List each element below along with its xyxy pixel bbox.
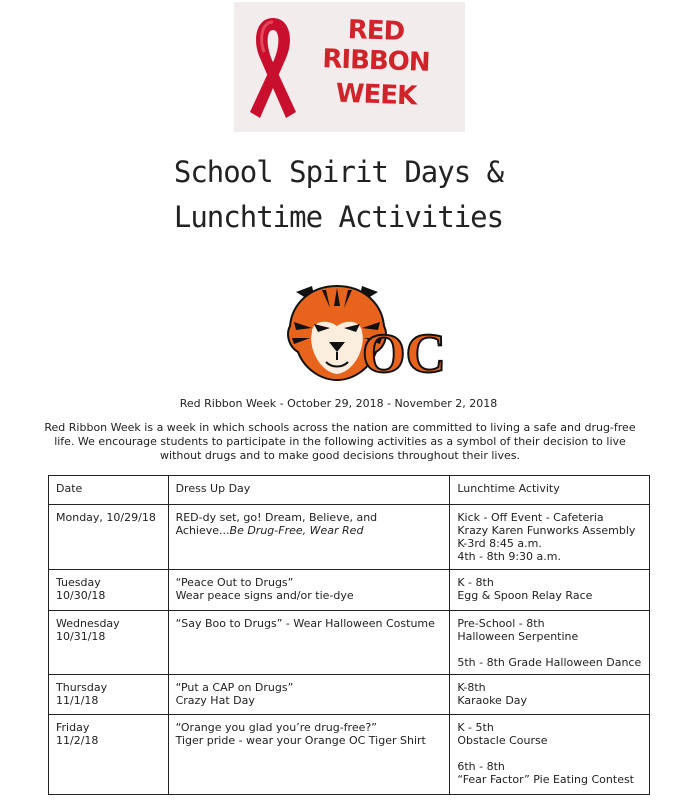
dress-text-2: Wear peace signs and/or tie-dye [175, 589, 354, 602]
row-day: Tuesday [56, 576, 101, 589]
table-header-row [49, 476, 650, 505]
lunch-line: 5th - 8th Grade Halloween Dance [457, 656, 642, 669]
row-lunch [450, 611, 650, 675]
banner-line-2: RIBBON [321, 44, 431, 78]
header-lunchtime: Lunchtime Activity [450, 476, 650, 505]
dress-italic-text: Be Drug-Free, Wear Red [229, 524, 364, 537]
table-row [49, 611, 650, 675]
lunch-line: Krazy Karen Funworks Assembly [457, 524, 636, 537]
lunch-line: Obstacle Course [457, 734, 548, 747]
logo-letters: OC [362, 323, 446, 385]
row-date-value: 10/30/18 [56, 589, 106, 602]
dress-text: “Say Boo to Drugs” - Wear Halloween Costume [175, 617, 435, 630]
dress-text-2: Crazy Hat Day [175, 694, 255, 707]
row-date-value: 10/31/18 [56, 630, 106, 643]
lunch-line: “Fear Factor” Pie Eating Contest [457, 773, 634, 786]
row-lunch [450, 675, 650, 715]
row-day: Thursday [56, 681, 108, 694]
row-date [49, 570, 169, 611]
dress-text-2: Tiger pride - wear your Orange OC Tiger Shirt [175, 734, 426, 747]
lunch-line: 6th - 8th [457, 760, 505, 773]
banner-line-1: RED [347, 15, 405, 47]
row-day: Friday [56, 721, 90, 734]
lunch-line: 4th - 8th 9:30 a.m. [457, 550, 562, 563]
dress-text: RED-dy set, go! Dream, Believe, and Achieve... [175, 511, 378, 537]
page-title-line-2: Lunchtime Activities [173, 200, 504, 234]
spacer [457, 643, 642, 656]
dress-text: “Peace Out to Drugs” [175, 576, 294, 589]
dress-text: “Put a CAP on Drugs” [175, 681, 294, 694]
header-date: Date [49, 476, 169, 505]
lunch-line: Egg & Spoon Relay Race [457, 589, 593, 602]
lunch-line: K - 8th [457, 576, 494, 589]
row-date [49, 505, 169, 570]
row-dress [168, 675, 450, 715]
row-dress [168, 570, 450, 611]
row-dress [168, 505, 450, 570]
row-day: Monday, 10/29/18 [56, 511, 156, 524]
red-ribbon-banner [234, 2, 465, 132]
page-title-line-1: School Spirit Days & [173, 155, 504, 189]
row-date [49, 675, 169, 715]
row-lunch [450, 715, 650, 795]
row-date [49, 715, 169, 795]
row-day: Wednesday [56, 617, 120, 630]
table-row [49, 675, 650, 715]
red-ribbon-icon [242, 10, 304, 125]
schedule-table [48, 475, 650, 795]
lunch-line: K-8th [457, 681, 486, 694]
tiger-head-icon [282, 282, 446, 385]
banner-line-3: WEEK [335, 78, 417, 112]
lunch-line: K-3rd 8:45 a.m. [457, 537, 542, 550]
table-row [49, 505, 650, 570]
lunch-line: Pre-School - 8th [457, 617, 545, 630]
row-lunch [450, 570, 650, 611]
lunch-line: Halloween Serpentine [457, 630, 579, 643]
dress-text: “Orange you glad you’re drug-free?” [175, 721, 377, 734]
tiger-logo [282, 282, 446, 385]
table-row [49, 570, 650, 611]
header-dress-up: Dress Up Day [168, 476, 450, 505]
row-lunch [450, 505, 650, 570]
spacer [457, 747, 642, 760]
lunch-line: K - 5th [457, 721, 494, 734]
intro-paragraph: Red Ribbon Week is a week in which schools across the nation are committed to living a safe and drug-free life. We encourage students to participate in the following activities as a symbol of their decision to live without drugs and to make good decisions throughout their lives. [44, 421, 636, 462]
lunch-line: Kick - Off Event - Cafeteria [457, 511, 604, 524]
lunch-line: Karaoke Day [457, 694, 528, 707]
table-row [49, 715, 650, 795]
row-dress [168, 715, 450, 795]
event-dates: Red Ribbon Week - October 29, 2018 - November 2, 2018 [179, 397, 498, 410]
row-dress [168, 611, 450, 675]
row-date-value: 11/2/18 [56, 734, 99, 747]
row-date [49, 611, 169, 675]
row-date-value: 11/1/18 [56, 694, 99, 707]
